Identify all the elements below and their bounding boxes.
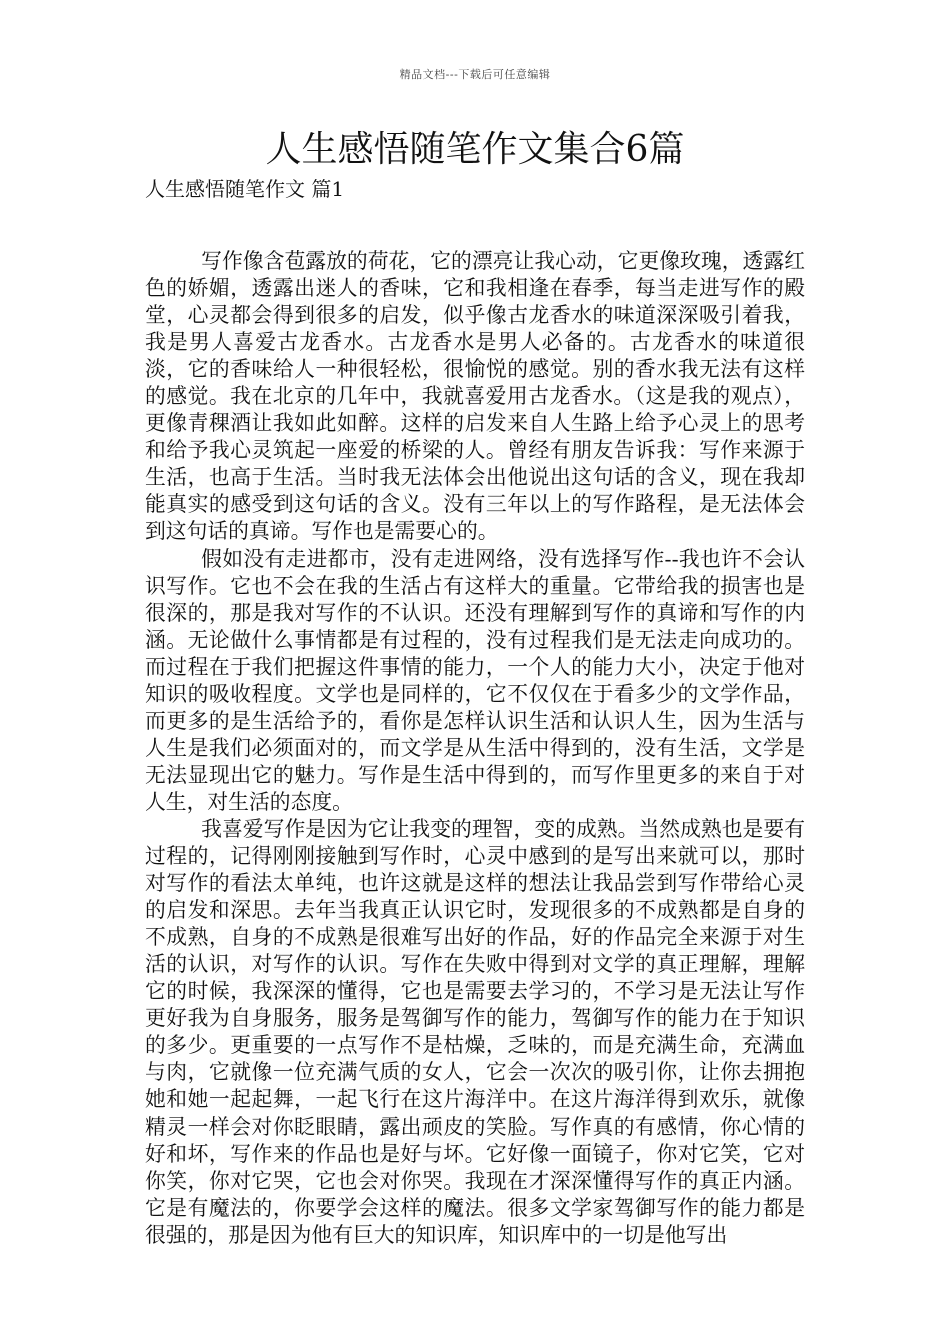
document-title: 人生感悟随笔作文集合6篇 [265, 129, 685, 170]
document-body [145, 248, 805, 1249]
page-header-note: 精品文档---下载后可任意编辑 [399, 68, 551, 81]
body-paragraph: 我喜爱写作是因为它让我变的理智，变的成熟。当然成熟也是要有过程的，记得刚刚接触到写作时，心灵中感到的是写出来就可以，那时对写作的看法太单纯，也许这就是这样的想法让我品尝到写作带给心灵的启发和深思。去年当我真正认识它时，发现很多的不成熟都是自身的不成熟，自身的不成熟是很难写出好的作品，好的作品完全来源于对生活的认识，对写作的认识。写作在失败中得到对文学的真正理解，理解它的时候，我深深的懂得，它也是需要去学习的，不学习是无法让写作更好我为自身服务，服务是驾御写作的能力，驾御写作的能力在于知识的多少。更重要的一点写作不是枯燥，乏味的，而是充满生命，充满血与肉，它就像一位充满气质的女人，它会一次次的吸引你，让你去拥抱她和她一起起舞，一起飞行在这片海洋中。在这片海洋得到欢乐，就像精灵一样会对你眨眼睛，露出顽皮的笑脸。写作真的有感情，你心情的好和坏，写作来的作品也是好与坏。它好像一面镜子，你对它笑，它对你笑，你对它哭，它也会对你哭。我现在才深深懂得写作的真正内涵。它是有魔法的，你要学会这样的魔法。很多文学家驾御写作的能力都是很强的，那是因为他有巨大的知识库，知识库中的一切是他写出 [145, 816, 805, 1247]
section-heading: 人生感悟随笔作文 篇1 [145, 177, 345, 201]
body-paragraph: 写作像含苞露放的荷花，它的漂亮让我心动，它更像玫瑰，透露红色的娇媚，透露出迷人的香味，它和我相逢在春季，每当走进写作的殿堂，心灵都会得到很多的启发，似乎像古龙香水的味道深深吸引着我，我是男人喜爱古龙香水。古龙香水是男人必备的。古龙香水的味道很淡，它的香味给人一种很轻松，很愉悦的感觉。别的香水我无法有这样的感觉。我在北京的几年中，我就喜爱用古龙香水。（这是我的观点），更像青稞酒让我如此如醉。这样的启发来自人生路上给予心灵上的思考和给予我心灵筑起一座爱的桥梁的人。曾经有朋友告诉我：写作来源于生活，也高于生活。当时我无法体会出他说出这句话的含义，现在我却能真实的感受到这句话的含义。没有三年以上的写作路程，是无法体会到这句话的真谛。写作也是需要心的。 [145, 249, 805, 544]
body-paragraph: 假如没有走进都市，没有走进网络，没有选择写作--我也许不会认识写作。它也不会在我的生活占有这样大的重量。它带给我的损害也是很深的，那是我对写作的不认识。还没有理解到写作的真谛和写作的内涵。无论做什么事情都是有过程的，没有过程我们是无法走向成功的。而过程在于我们把握这件事情的能力，一个人的能力大小，决定于他对知识的吸收程度。文学也是同样的，它不仅仅在于看多少的文学作品，而更多的是生活给予的，看你是怎样认识生活和认识人生，因为生活与人生是我们必须面对的，而文学是从生活中得到的，没有生活，文学是无法显现出它的魅力。写作是生活中得到的，而写作里更多的来自于对人生，对生活的态度。 [145, 546, 805, 814]
